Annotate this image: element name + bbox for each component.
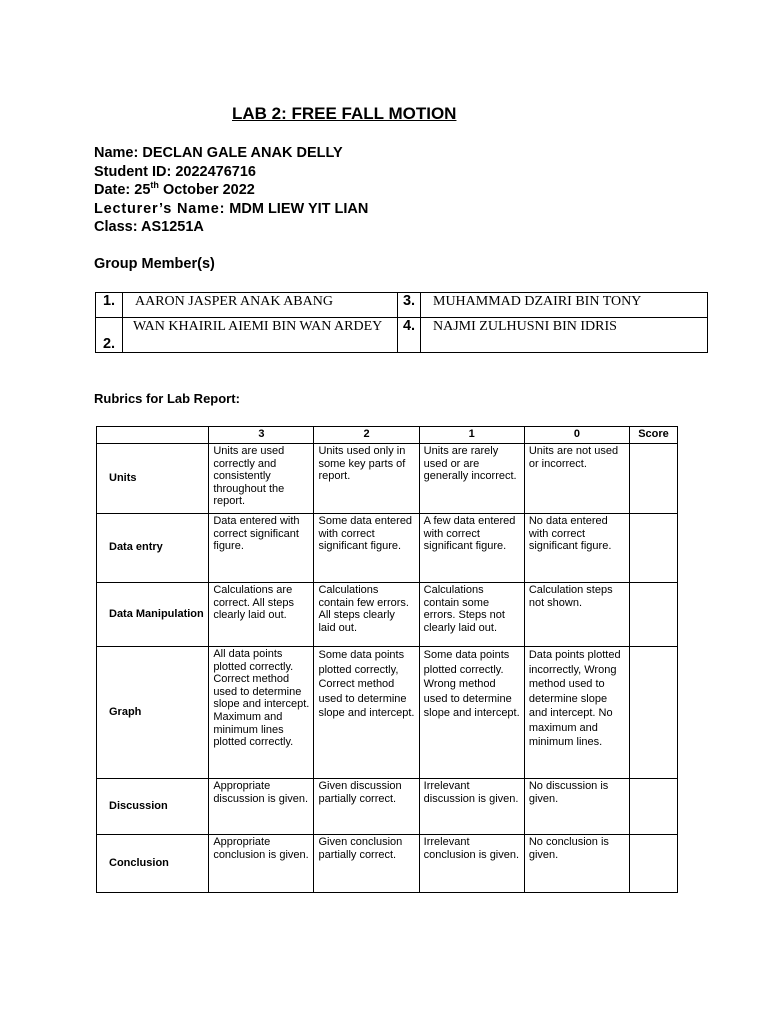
rubric-cell: Calculation steps not shown. <box>524 583 629 647</box>
table-row <box>97 444 678 514</box>
table-row <box>96 293 708 318</box>
criterion-label: Data Manipulation <box>97 583 209 647</box>
criterion-label: Conclusion <box>97 835 209 893</box>
lecturer-name <box>94 200 368 219</box>
member-name: NAJMI ZULHUSNI BIN IDRIS <box>421 318 708 353</box>
table-row <box>97 514 678 583</box>
member-name: AARON JASPER ANAK ABANG <box>123 293 398 318</box>
group-members-table <box>95 292 708 353</box>
rubric-cell: A few data entered with correct significant figure. <box>419 514 524 583</box>
student-name: Name: DECLAN GALE ANAK DELLY <box>94 145 343 161</box>
rubric-cell: Calculations contain some errors. Steps not clearly laid out. <box>419 583 524 647</box>
student-id: Student ID: 2022476716 <box>94 163 256 180</box>
group-members-heading: Group Member(s) <box>94 256 215 272</box>
rubric-cell: Given conclusion partially correct. <box>314 835 419 893</box>
rubric-cell: Irrelevant conclusion is given. <box>419 835 524 893</box>
rubric-cell: Units are rarely used or are generally incorrect. <box>419 444 524 514</box>
rubric-header-row <box>97 427 678 444</box>
table-row <box>97 779 678 835</box>
rubric-cell: Some data points plotted correctly. Wrong method used to determine slope and intercept. <box>419 647 524 779</box>
table-row <box>96 318 708 353</box>
member-number: 2. <box>96 318 123 353</box>
rubric-cell: Calculations contain few errors. All steps clearly laid out. <box>314 583 419 647</box>
score-cell <box>630 583 678 647</box>
criterion-label: Data entry <box>97 514 209 583</box>
rubric-cell: Units are not used or incorrect. <box>524 444 629 514</box>
score-cell <box>630 779 678 835</box>
lecturer-label: Lecturer’s Name: <box>94 200 226 217</box>
rubric-cell: All data points plotted correctly. Correct method used to determine slope and intercept. Maximum and minimum lines plotted correctly. <box>209 647 314 779</box>
rubric-cell: Units used only in some key parts of report. <box>314 444 419 514</box>
member-number: 4. <box>398 318 421 353</box>
column-header: 0 <box>524 427 629 444</box>
date-suffix: October 2022 <box>158 182 255 198</box>
lecturer-value: MDM LIEW YIT LIAN <box>225 200 369 217</box>
table-row <box>97 647 678 779</box>
criterion-label: Graph <box>97 647 209 779</box>
column-header: Score <box>630 427 678 444</box>
rubric-cell: Units are used correctly and consistently throughout the report. <box>209 444 314 514</box>
member-number: 1. <box>96 293 123 318</box>
rubric-cell: Irrelevant discussion is given. <box>419 779 524 835</box>
rubric-cell: Some data points plotted correctly, Correct method used to determine slope and intercept. <box>314 647 419 779</box>
rubrics-heading: Rubrics for Lab Report: <box>94 391 240 406</box>
rubric-cell: Calculations are correct. All steps clearly laid out. <box>209 583 314 647</box>
criterion-label: Discussion <box>97 779 209 835</box>
member-name: MUHAMMAD DZAIRI BIN TONY <box>421 293 708 318</box>
criterion-label: Units <box>97 444 209 514</box>
rubric-cell: Given discussion partially correct. <box>314 779 419 835</box>
column-header: 3 <box>209 427 314 444</box>
student-info <box>94 144 368 237</box>
class-code: Class: AS1251A <box>94 219 204 235</box>
column-header: 1 <box>419 427 524 444</box>
rubric-table <box>96 426 678 893</box>
rubric-cell: Appropriate conclusion is given. <box>209 835 314 893</box>
rubric-cell: No conclusion is given. <box>524 835 629 893</box>
column-header <box>97 427 209 444</box>
table-row <box>97 583 678 647</box>
rubric-cell: No discussion is given. <box>524 779 629 835</box>
page-title: LAB 2: FREE FALL MOTION <box>232 104 457 123</box>
date-superscript: th <box>150 180 159 191</box>
rubric-cell: Appropriate discussion is given. <box>209 779 314 835</box>
rubric-cell: Some data entered with correct significant figure. <box>314 514 419 583</box>
score-cell <box>630 514 678 583</box>
member-number: 3. <box>398 293 421 318</box>
score-cell <box>630 647 678 779</box>
score-cell <box>630 835 678 893</box>
date-prefix: Date: 25 <box>94 182 151 198</box>
column-header: 2 <box>314 427 419 444</box>
report-date <box>94 181 368 200</box>
table-row <box>97 835 678 893</box>
member-name: WAN KHAIRIL AIEMI BIN WAN ARDEY <box>123 318 398 353</box>
rubric-cell: Data points plotted incorrectly, Wrong method used to determine slope and intercept. No maximum and minimum lines. <box>524 647 629 779</box>
score-cell <box>630 444 678 514</box>
rubric-cell: No data entered with correct significant figure. <box>524 514 629 583</box>
rubric-cell: Data entered with correct significant figure. <box>209 514 314 583</box>
